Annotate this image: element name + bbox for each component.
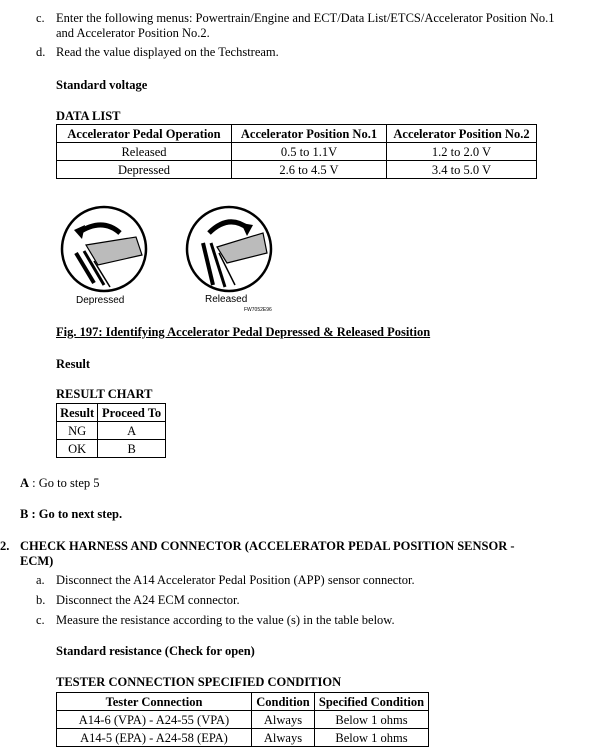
tester-connection-table [56,692,429,747]
step-c-text-line1: Enter the following menus: Powertrain/Engine and ECT/Data List/ETCS/Accelerator Position No.1 [56,11,555,25]
table-row [57,729,429,747]
section-2-title-line1: CHECK HARNESS AND CONNECTOR (ACCELERATOR PEDAL POSITION SENSOR - [20,539,515,553]
table-cell: B [98,440,166,458]
table-cell: 3.4 to 5.0 V [387,161,537,179]
section-2-title-line2: ECM) [20,554,54,568]
table-cell: 0.5 to 1.1V [232,143,387,161]
table-cell: Always [252,711,315,729]
result-chart-title: RESULT CHART [56,387,153,401]
step-c2-marker: c. [36,613,45,627]
step-c-marker: c. [36,11,45,25]
section-2-number: 2. [0,539,10,553]
standard-voltage-heading: Standard voltage [56,78,148,92]
table-cell: A14-6 (VPA) - A24-55 (VPA) [57,711,252,729]
pedal-released-illustration [183,203,275,295]
table-cell: NG [57,422,98,440]
table-cell: Depressed [57,161,232,179]
step-d-text: Read the value displayed on the Techstream. [56,45,279,59]
step-c-text-line2: and Accelerator Position No.2. [56,26,210,40]
step-b-text: Disconnect the A24 ECM connector. [56,593,240,607]
figure-code: FW7052E96 [244,307,272,313]
table-cell: Below 1 ohms [315,711,429,729]
result-heading: Result [56,357,91,371]
step-a-text: Disconnect the A14 Accelerator Pedal Position (APP) sensor connector. [56,573,415,587]
table-header-cell: Tester Connection [57,693,252,711]
step-c2-text: Measure the resistance according to the value (s) in the table below. [56,613,395,627]
table-row [57,161,537,179]
outcome-a-key: A [20,476,30,490]
data-list-table [56,124,537,179]
tester-table-title: TESTER CONNECTION SPECIFIED CONDITION [56,675,342,689]
table-header-cell: Specified Condition [315,693,429,711]
step-a-marker: a. [36,573,45,587]
table-cell: OK [57,440,98,458]
table-cell: 1.2 to 2.0 V [387,143,537,161]
table-header-cell: Proceed To [98,404,166,422]
table-header-cell: Condition [252,693,315,711]
table-header-cell: Accelerator Pedal Operation [57,125,232,143]
table-header-row [57,404,166,422]
table-header-row [57,125,537,143]
table-row [57,440,166,458]
outcome-b-text: : Go to next step. [31,507,123,521]
table-cell: 2.6 to 4.5 V [232,161,387,179]
label-depressed: Depressed [76,295,125,306]
table-cell: Always [252,729,315,747]
step-b-marker: b. [36,593,46,607]
table-row [57,711,429,729]
table-cell: A [98,422,166,440]
outcome-b [20,507,122,522]
table-header-cell: Result [57,404,98,422]
pedal-depressed-illustration [58,203,150,295]
table-cell: Below 1 ohms [315,729,429,747]
table-cell: A14-5 (EPA) - A24-58 (EPA) [57,729,252,747]
table-header-cell: Accelerator Position No.1 [232,125,387,143]
table-header-cell: Accelerator Position No.2 [387,125,537,143]
step-d-marker: d. [36,45,46,59]
data-list-title: DATA LIST [56,109,121,123]
table-row [57,422,166,440]
figure-caption: Fig. 197: Identifying Accelerator Pedal Depressed & Released Position [56,325,431,339]
outcome-a [20,476,100,491]
table-header-row [57,693,429,711]
result-chart-table [56,403,166,458]
standard-resistance-heading: Standard resistance (Check for open) [56,644,255,658]
table-cell: Released [57,143,232,161]
table-row [57,143,537,161]
label-released: Released [205,294,248,305]
outcome-a-text: : Go to step 5 [32,476,100,490]
outcome-b-key: B [20,507,29,521]
